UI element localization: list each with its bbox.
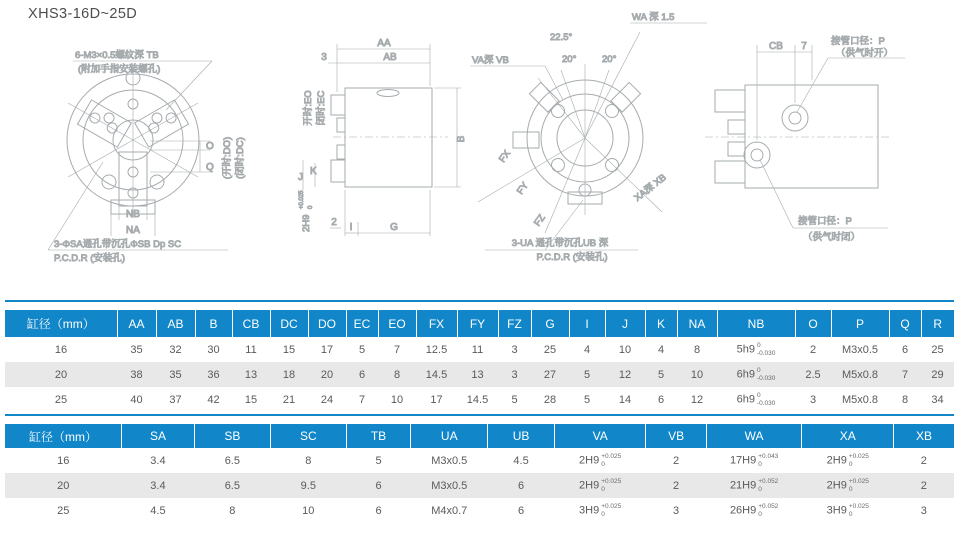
table-cell: 32 bbox=[169, 343, 182, 356]
table-cell bbox=[554, 448, 646, 473]
table-cell: 6 bbox=[488, 473, 555, 498]
dim-label-b: B bbox=[456, 135, 467, 143]
table-cell: 28 bbox=[543, 393, 557, 406]
table-cell: 3 bbox=[673, 504, 680, 517]
slot-label: 2H9 bbox=[301, 214, 312, 232]
table-cell: 12 bbox=[690, 393, 704, 406]
table-cell bbox=[717, 387, 795, 412]
tolerance-upper: 0 bbox=[756, 367, 761, 375]
table-cell: 42 bbox=[207, 393, 220, 406]
table-cell: 5 bbox=[583, 393, 591, 406]
tolerance-upper: +0.052 bbox=[758, 478, 779, 486]
table-cell: 3.4 bbox=[150, 454, 166, 467]
column-header: NA bbox=[677, 310, 717, 337]
tolerance-stack bbox=[849, 503, 869, 518]
tolerance-base: 2H9 bbox=[579, 454, 600, 467]
table-cell: 6 bbox=[901, 343, 909, 356]
table-cell: 25 bbox=[57, 504, 70, 517]
table-cell: 12.5 bbox=[425, 343, 448, 356]
tolerance-base: 21H9 bbox=[729, 479, 757, 492]
column-header: UA bbox=[411, 424, 488, 448]
port-callout-open-line1: 接管口径：P bbox=[831, 36, 885, 47]
table-row bbox=[5, 498, 954, 523]
table-cell bbox=[706, 473, 802, 498]
tolerance-upper: +0.025 bbox=[848, 453, 869, 461]
table-cell: M5x0.8 bbox=[831, 362, 889, 387]
column-header: NB bbox=[717, 310, 795, 337]
front-callout-top-line1: 6-M3×0.5螺纹深 TB bbox=[75, 50, 159, 61]
port-callout-close-line2: （供气时闭） bbox=[803, 232, 861, 243]
table-cell: 37 bbox=[169, 393, 182, 406]
tolerance-upper: +0.025 bbox=[848, 478, 869, 486]
column-header: SB bbox=[194, 424, 270, 448]
rear-callout-bottom-line2: P.C.D.R (安装孔) bbox=[536, 252, 608, 263]
tolerance-lower: -0.030 bbox=[756, 349, 776, 357]
table-cell: 10 bbox=[677, 362, 717, 387]
table-cell: 5 bbox=[569, 362, 605, 387]
table-cell: 14.5 bbox=[416, 362, 457, 387]
slot-dimension-2h9 bbox=[299, 190, 314, 232]
tolerance-lower: 0 bbox=[758, 485, 762, 493]
table-cell bbox=[706, 498, 802, 523]
tolerance-base: 17H9 bbox=[729, 454, 757, 467]
table-row bbox=[5, 448, 954, 473]
tolerance-lower: -0.030 bbox=[756, 399, 776, 407]
table-cell: 38 bbox=[117, 362, 156, 387]
rear-callout-wa: WA 深 1.5 bbox=[632, 12, 675, 23]
dimension-table-1 bbox=[5, 300, 954, 412]
column-header: J bbox=[605, 310, 645, 337]
body-outline bbox=[715, 85, 878, 188]
tolerance-base: 2H9 bbox=[826, 479, 847, 492]
dim-label-3: 3 bbox=[321, 52, 327, 63]
slot-tolerance-lower: 0 bbox=[308, 205, 314, 209]
table-cell: 2 bbox=[809, 343, 817, 356]
table-cell: 2 bbox=[673, 454, 680, 467]
table-cell: 4 bbox=[657, 343, 665, 356]
table-cell: 3 bbox=[809, 393, 817, 406]
table-cell: 15 bbox=[244, 393, 258, 406]
column-header: 缸径（mm） bbox=[5, 310, 117, 337]
table-cell: 8 bbox=[901, 393, 909, 406]
tolerance-upper: 0 bbox=[756, 342, 761, 350]
port-view-drawing bbox=[705, 35, 905, 243]
table-cell: 13 bbox=[232, 362, 270, 387]
table-cell: 3 bbox=[511, 343, 518, 356]
tolerance-stack bbox=[757, 392, 775, 407]
table-cell: 12 bbox=[605, 362, 645, 387]
table-cell: 6 bbox=[375, 504, 382, 517]
table-cell bbox=[802, 498, 894, 523]
rear-callout-xa: XA深 XB bbox=[632, 172, 669, 204]
table-cell: 5 bbox=[511, 393, 518, 406]
tolerance-base: 6h9 bbox=[736, 368, 755, 381]
dim-label-cb: CB bbox=[769, 41, 783, 52]
column-header: CB bbox=[232, 310, 270, 337]
dim-label-j: J bbox=[298, 172, 303, 183]
tolerance-upper: +0.025 bbox=[601, 503, 622, 511]
table-cell: 5 bbox=[645, 362, 677, 387]
column-header: AA bbox=[117, 310, 156, 337]
column-header: R bbox=[921, 310, 954, 337]
dim-label-7: 7 bbox=[801, 41, 807, 52]
table-cell bbox=[802, 473, 894, 498]
table-cell: 6 bbox=[657, 393, 665, 406]
column-header: K bbox=[645, 310, 677, 337]
table-cell: 17 bbox=[320, 343, 334, 356]
tolerance-base: 6h9 bbox=[736, 393, 755, 406]
table-row bbox=[5, 473, 954, 498]
column-header: VA bbox=[554, 424, 646, 448]
dim-label-fy: FY bbox=[514, 180, 531, 197]
slot-tolerance-upper: +0.025 bbox=[299, 190, 305, 209]
front-callout-bottom-line1: 3-ΦSA通孔带沉孔ΦSB Dp SC bbox=[54, 239, 182, 250]
tolerance-upper: +0.025 bbox=[848, 503, 869, 511]
table-cell: 10 bbox=[390, 393, 404, 406]
column-header: B bbox=[195, 310, 232, 337]
table-cell: 8 bbox=[229, 504, 236, 517]
angle-label-20-right: 20° bbox=[602, 54, 617, 65]
rear-callout-bottom-line1: 3-UA 通孔带沉孔UB 深 bbox=[511, 238, 609, 249]
column-header: Q bbox=[889, 310, 921, 337]
tolerance-base: 5h9 bbox=[736, 343, 755, 356]
table-cell: 16 bbox=[57, 454, 70, 467]
tolerance-stack bbox=[757, 342, 775, 357]
rear-callout-va: VA深 VB bbox=[472, 55, 509, 66]
table-cell: 6 bbox=[346, 362, 378, 387]
table-cell: M5x0.8 bbox=[841, 393, 879, 406]
dim-label-g: G bbox=[390, 222, 398, 233]
dim-label-q: Q bbox=[206, 162, 214, 173]
table-cell: M3x0.5 bbox=[431, 454, 468, 467]
table-cell: 14.5 bbox=[466, 393, 489, 406]
tolerance-base: 26H9 bbox=[729, 504, 757, 517]
tolerance-lower: 0 bbox=[601, 510, 605, 518]
leader-lines bbox=[48, 61, 228, 250]
table-top-rule bbox=[5, 300, 954, 302]
table-cell: 3 bbox=[498, 362, 531, 387]
table-cell: 20 bbox=[5, 362, 117, 387]
table-cell: 3 bbox=[920, 504, 927, 517]
rear-view-drawing bbox=[470, 12, 707, 263]
tolerance-upper: +0.043 bbox=[758, 453, 779, 461]
column-header: TB bbox=[346, 424, 411, 448]
tolerance-lower: 0 bbox=[848, 460, 853, 468]
column-header: SC bbox=[270, 424, 346, 448]
angle-label-225: 22.5° bbox=[550, 32, 573, 43]
port-holes bbox=[744, 105, 808, 168]
table-cell: 2 bbox=[646, 473, 706, 498]
angle-label-20-left: 20° bbox=[562, 54, 577, 65]
tolerance-stack bbox=[849, 453, 869, 468]
table-cell: 11 bbox=[245, 343, 257, 356]
table-cell bbox=[554, 498, 646, 523]
table-cell: 6.5 bbox=[224, 454, 240, 467]
column-header: O bbox=[795, 310, 831, 337]
table-cell: 34 bbox=[931, 393, 944, 406]
table-cell: 4 bbox=[583, 343, 591, 356]
table-cell: 6 bbox=[346, 473, 411, 498]
dim-label-open-eo: 开时:EO bbox=[303, 90, 314, 126]
table-cell: 2 bbox=[920, 454, 927, 467]
column-header: FX bbox=[416, 310, 457, 337]
table-cell: 40 bbox=[130, 393, 143, 406]
table-cell: 25 bbox=[54, 393, 68, 406]
tolerance-lower: 0 bbox=[601, 485, 605, 493]
table-cell: 4.5 bbox=[513, 454, 529, 467]
tolerance-upper: +0.052 bbox=[758, 503, 779, 511]
column-header: UB bbox=[488, 424, 555, 448]
table-cell: 15 bbox=[282, 343, 296, 356]
tolerance-stack bbox=[758, 453, 778, 468]
body-outline bbox=[331, 88, 432, 187]
column-header: XA bbox=[802, 424, 894, 448]
table-cell bbox=[717, 337, 795, 362]
table-header-row bbox=[5, 310, 954, 337]
dim-label-aa: AA bbox=[377, 38, 391, 49]
table-cell: 3.4 bbox=[122, 473, 195, 498]
dimension-table-1-grid bbox=[5, 310, 954, 412]
table-cell: 2.5 bbox=[795, 362, 831, 387]
table-row bbox=[5, 337, 954, 362]
table-row bbox=[5, 387, 954, 412]
page-title: XHS3-16D~25D bbox=[28, 6, 138, 22]
dimension-lines bbox=[303, 44, 461, 236]
tolerance-stack bbox=[849, 478, 869, 493]
table-cell: 27 bbox=[531, 362, 569, 387]
column-header: VB bbox=[646, 424, 706, 448]
dim-label-open-do: (开时:DO) bbox=[222, 136, 233, 180]
tolerance-stack bbox=[601, 478, 621, 493]
tolerance-stack bbox=[601, 503, 621, 518]
port-callout-close-line1: 接管口径：P bbox=[798, 216, 852, 227]
table-cell: 35 bbox=[130, 343, 143, 356]
table-cell: 8 bbox=[378, 362, 416, 387]
table-top-rule bbox=[5, 414, 954, 416]
tolerance-stack bbox=[758, 503, 778, 518]
side-view-drawing bbox=[298, 38, 467, 236]
column-header: DO bbox=[308, 310, 346, 337]
table-cell: 8 bbox=[693, 343, 701, 356]
column-header: EC bbox=[346, 310, 378, 337]
dim-label-k: K bbox=[310, 166, 317, 177]
front-callout-top-line2: (附加手指安装螺孔) bbox=[78, 64, 161, 75]
tolerance-base: 3H9 bbox=[826, 504, 847, 517]
column-header: AB bbox=[156, 310, 195, 337]
front-callout-bottom-line2: P.C.D.R (安装孔) bbox=[54, 253, 126, 264]
column-header: XB bbox=[894, 424, 954, 448]
dim-label-o: O bbox=[206, 141, 214, 152]
table-cell: 10 bbox=[618, 343, 632, 356]
table-cell: 7 bbox=[889, 362, 921, 387]
column-header: DC bbox=[270, 310, 308, 337]
column-header: 缸径（mm） bbox=[5, 424, 122, 448]
dim-label-fz: FZ bbox=[532, 212, 548, 229]
table-cell bbox=[554, 473, 646, 498]
dim-label-closed-dc: (闭时:DC) bbox=[235, 137, 246, 179]
table-cell: 8 bbox=[305, 454, 312, 467]
dimension-table-2-grid bbox=[5, 424, 954, 523]
tolerance-base: 3H9 bbox=[579, 504, 600, 517]
dimension-table-2 bbox=[5, 414, 954, 523]
table-cell: M3x0.5 bbox=[841, 343, 879, 356]
table-cell: 7 bbox=[393, 343, 401, 356]
table-cell: 20 bbox=[5, 473, 122, 498]
table-cell: 35 bbox=[156, 362, 195, 387]
tolerance-lower: 0 bbox=[758, 510, 762, 518]
table-cell: 13 bbox=[457, 362, 498, 387]
table-cell: 24 bbox=[320, 393, 334, 406]
table-cell: 5 bbox=[375, 454, 382, 467]
table-cell: 30 bbox=[207, 343, 220, 356]
dim-label-i: I bbox=[349, 222, 353, 233]
table-cell: 10 bbox=[302, 504, 315, 517]
tolerance-base: 2H9 bbox=[579, 479, 600, 492]
column-header: FZ bbox=[498, 310, 531, 337]
tolerance-lower: 0 bbox=[848, 510, 853, 518]
table-cell: 25 bbox=[931, 343, 944, 356]
tolerance-lower: -0.030 bbox=[756, 374, 776, 382]
dim-label-ab: AB bbox=[383, 52, 397, 63]
tolerance-lower: 0 bbox=[601, 460, 605, 468]
dim-label-2: 2 bbox=[331, 217, 337, 228]
table-cell: 5 bbox=[358, 343, 366, 356]
table-cell: 18 bbox=[270, 362, 308, 387]
table-cell: 14 bbox=[618, 393, 632, 406]
table-cell bbox=[706, 448, 802, 473]
tolerance-base: 2H9 bbox=[826, 454, 847, 467]
column-header: FY bbox=[457, 310, 498, 337]
dim-label-fx: FX bbox=[496, 148, 513, 165]
table-row bbox=[5, 362, 954, 387]
dim-label-nb: NB bbox=[126, 209, 140, 220]
column-header: WA bbox=[706, 424, 802, 448]
tolerance-lower: 0 bbox=[848, 485, 853, 493]
table-cell: 4.5 bbox=[150, 504, 166, 517]
column-header: SA bbox=[122, 424, 195, 448]
table-cell: 17 bbox=[430, 393, 443, 406]
table-cell bbox=[717, 362, 795, 387]
table-cell: 6.5 bbox=[194, 473, 270, 498]
table-cell: 29 bbox=[921, 362, 954, 387]
tolerance-upper: +0.025 bbox=[601, 453, 622, 461]
column-header: I bbox=[569, 310, 605, 337]
tolerance-lower: 0 bbox=[758, 460, 762, 468]
table-cell: 2 bbox=[894, 473, 954, 498]
dim-label-na: NA bbox=[126, 225, 140, 236]
column-header: G bbox=[531, 310, 569, 337]
table-cell: M3x0.5 bbox=[411, 473, 488, 498]
table-cell: 16 bbox=[54, 343, 68, 356]
leader-lines bbox=[760, 58, 905, 228]
table-header-row bbox=[5, 424, 954, 448]
table-cell: 11 bbox=[471, 343, 484, 356]
tolerance-stack bbox=[757, 367, 775, 382]
tolerance-stack bbox=[601, 453, 621, 468]
front-view-drawing bbox=[48, 49, 246, 264]
table-cell: 25 bbox=[543, 343, 557, 356]
table-cell: 21 bbox=[282, 393, 296, 406]
table-cell: 6 bbox=[518, 504, 525, 517]
column-header: P bbox=[831, 310, 889, 337]
tolerance-upper: +0.025 bbox=[601, 478, 622, 486]
dim-label-closed-ec: 闭时:EC bbox=[316, 90, 327, 126]
table-cell bbox=[802, 448, 894, 473]
port-callout-open-line2: （供气时开） bbox=[836, 48, 894, 59]
table-cell: 20 bbox=[308, 362, 346, 387]
tolerance-stack bbox=[758, 478, 778, 493]
table-cell: M4x0.7 bbox=[431, 504, 468, 517]
tolerance-upper: 0 bbox=[756, 392, 761, 400]
column-header: EO bbox=[378, 310, 416, 337]
table-cell: 7 bbox=[358, 393, 366, 406]
table-cell: 9.5 bbox=[270, 473, 346, 498]
table-cell: 36 bbox=[195, 362, 232, 387]
